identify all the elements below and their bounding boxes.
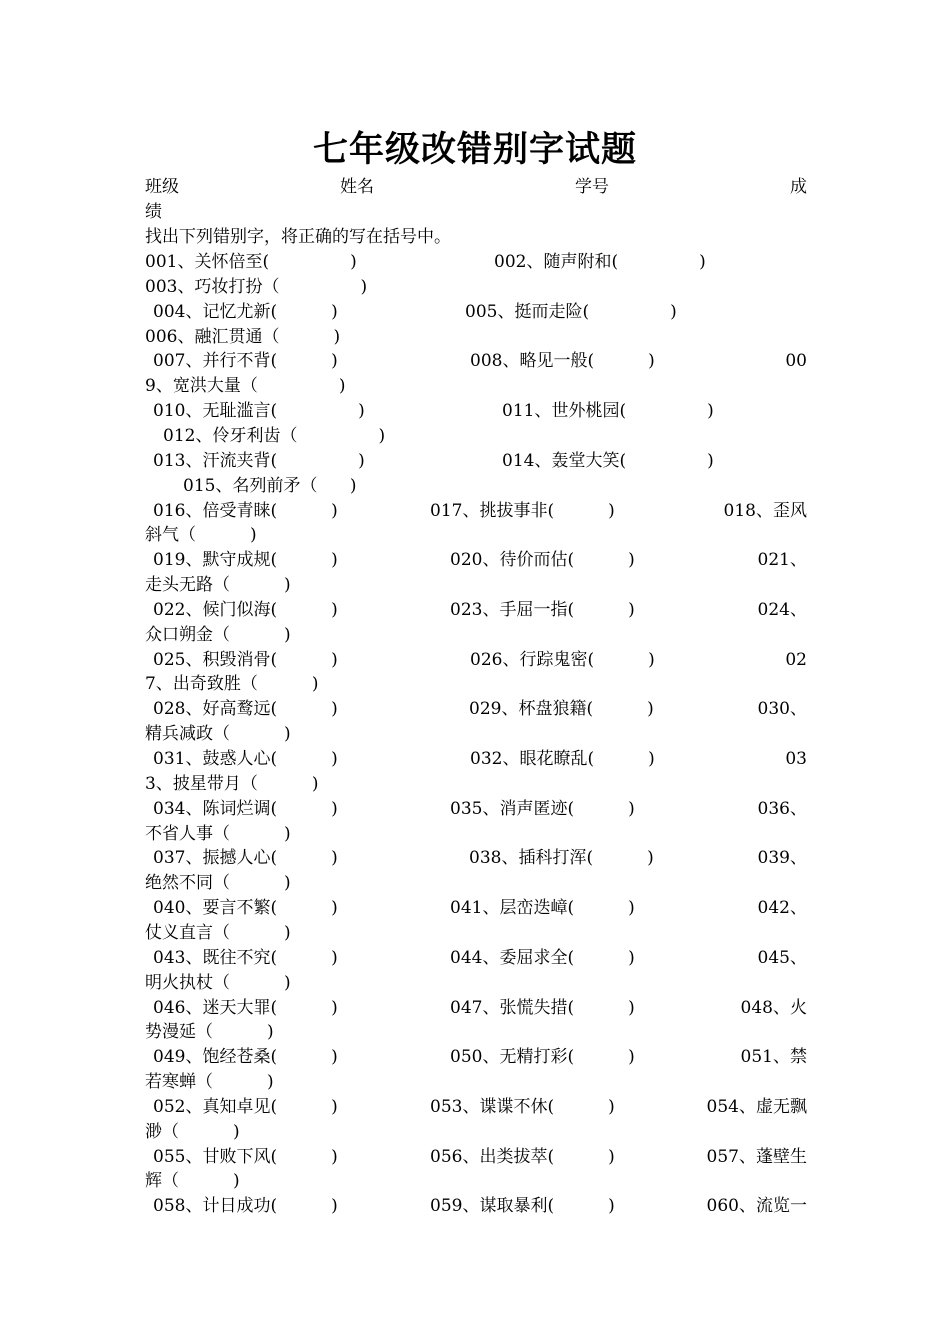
exercise-item: 045、 (757, 947, 807, 968)
exercise-item: 7、出奇致胜（ ) (145, 674, 319, 695)
exercise-item: 042、 (757, 898, 807, 919)
exercise-item: 057、蓬壁生 (706, 1146, 807, 1167)
exercise-item: 060、流览一 (706, 1196, 807, 1217)
exercise-item: 031、鼓惑人心( ) (153, 749, 338, 769)
exercise-item: 019、默守成规( ) (153, 550, 338, 571)
exercise-item: 不省人事（ ) (145, 823, 291, 844)
exercise-item: 013、汗流夹背( ) (153, 450, 365, 471)
exercise-item: 041、层峦迭嶂( ) (450, 898, 635, 919)
exercise-item: 003、巧妆打扮（ ) (145, 276, 368, 297)
exercise-item: 052、真知卓见( ) (153, 1096, 338, 1117)
exercise-item: 006、融汇贯通（ ) (145, 326, 341, 347)
exercise-item: 001、关怀倍至( ) (145, 252, 357, 272)
exercise-item: 059、谋取暴利( ) (430, 1196, 615, 1217)
exercise-item: 046、迷天大罪( ) (153, 997, 338, 1018)
exercise-item: 若寒蝉（ ) (145, 1072, 274, 1093)
exercise-item: 040、要言不繁( ) (153, 898, 338, 919)
exercise-item: 055、甘败下风( ) (153, 1146, 338, 1167)
exercise-item: 005、挺而走险( ) (465, 301, 677, 322)
instruction-text: 找出下列错别字，将正确的写在括号中。 (145, 227, 451, 247)
exercise-item: 仗义直言（ ) (145, 922, 291, 943)
exercise-item: 斜气（ ) (145, 525, 257, 546)
exercise-item: 渺（ ) (145, 1121, 240, 1142)
exercise-item: 047、张慌失措( ) (450, 997, 635, 1018)
exercise-item: 049、饱经苍桑( ) (153, 1047, 338, 1068)
class-label: 班级 (145, 177, 179, 197)
exercise-item: 030、 (757, 699, 807, 720)
exercise-item: 014、轰堂大笑( ) (502, 450, 714, 471)
exercise-item: 036、 (757, 798, 807, 819)
exercise-item: 008、略见一般( ) (470, 351, 655, 372)
exercise-item: 走头无路（ ) (145, 575, 291, 596)
exercise-item: 026、行踪鬼密( ) (470, 649, 655, 670)
exercise-item: 00 (785, 351, 807, 372)
exercise-item: 024、 (757, 599, 807, 620)
student-number-label: 学号 (575, 177, 609, 197)
exercise-item: 020、待价而估( ) (450, 550, 635, 571)
exercise-item: 029、杯盘狼籍( ) (469, 699, 654, 720)
exercise-item: 023、手屈一指( ) (450, 599, 635, 620)
exercise-item: 038、插科打浑( ) (469, 848, 654, 869)
exercise-item: 明火执杖（ ) (145, 972, 291, 993)
exercise-item: 022、候门似海( ) (153, 599, 338, 620)
exercise-item: 精兵减政（ ) (145, 724, 291, 745)
name-label: 姓名 (340, 177, 374, 197)
exercise-item: 010、无耻滥言( ) (153, 401, 365, 422)
exercise-item: 053、谍谍不休( ) (430, 1096, 615, 1117)
exercise-item: 9、宽洪大量（ ) (145, 376, 346, 397)
exercise-item: 02 (785, 649, 807, 670)
exercise-item: 051、禁 (740, 1047, 807, 1068)
exercise-item: 044、委屈求全( ) (450, 947, 635, 968)
exercise-item: 025、积毁消骨( ) (153, 649, 338, 670)
exercise-item: 021、 (757, 550, 807, 571)
exercise-item: 3、披星带月（ ) (145, 773, 319, 794)
exercise-item: 050、无精打彩( ) (450, 1047, 635, 1068)
exercise-item: 043、既往不究( ) (153, 947, 338, 968)
exercise-item: 034、陈词烂调( ) (153, 798, 338, 819)
score-label-wrap: 绩 (145, 202, 162, 222)
exercise-item: 035、消声匿迹( ) (450, 798, 635, 819)
exercise-item: 002、随声附和( ) (494, 252, 706, 272)
exercise-item: 054、虚无飘 (706, 1096, 807, 1117)
exercise-item: 绝然不同（ ) (145, 873, 291, 894)
exercise-item: 众口朔金（ ) (145, 624, 291, 645)
exercise-item: 032、眼花瞭乱( ) (470, 749, 655, 769)
exercise-item: 039、 (757, 848, 807, 869)
exercise-item: 037、振撼人心( ) (153, 848, 338, 869)
exercise-item: 004、记忆尤新( ) (153, 301, 338, 322)
exercise-item: 012、伶牙利齿（ ) (163, 425, 386, 446)
exercise-item: 007、并行不背( ) (153, 351, 338, 372)
exercise-item: 058、计日成功( ) (153, 1196, 338, 1217)
page-title: 七年级改错别字试题 (312, 129, 637, 170)
exercise-item: 03 (785, 749, 807, 769)
exercise-item: 016、倍受青睐( ) (153, 500, 338, 521)
exercise-item: 015、名列前矛（ ) (183, 475, 357, 496)
score-label: 成 (790, 177, 807, 197)
exercise-item: 势漫延（ ) (145, 1022, 274, 1043)
exercise-item: 018、歪风 (723, 500, 807, 521)
exercise-item: 048、火 (740, 997, 807, 1018)
exercise-item: 028、好高鹜远( ) (153, 699, 338, 720)
exercise-item: 017、挑拔事非( ) (430, 500, 615, 521)
exercise-item: 056、出类拔萃( ) (430, 1146, 615, 1167)
exercise-item: 011、世外桃园( ) (502, 401, 714, 422)
exercise-item: 辉（ ) (145, 1171, 240, 1192)
